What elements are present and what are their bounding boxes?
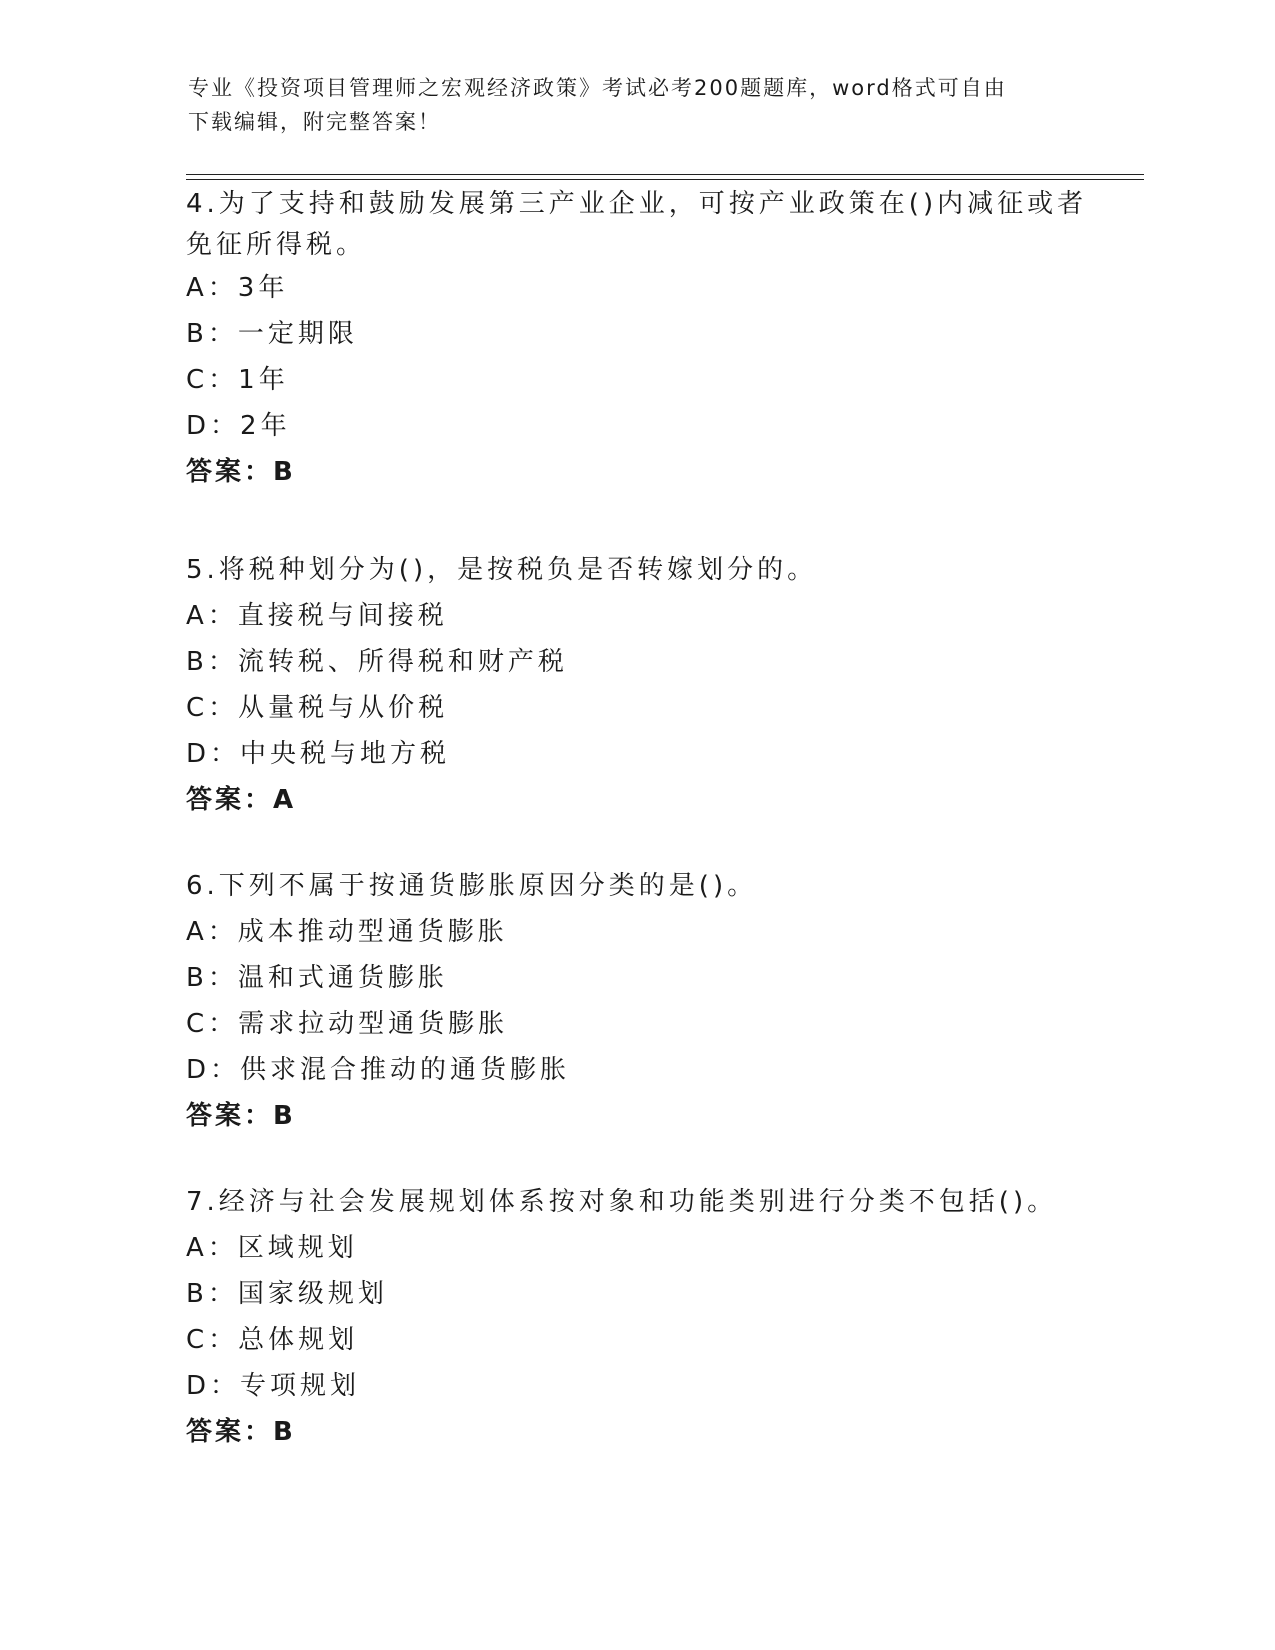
option-a: A：3年 <box>186 273 289 303</box>
header-divider-bottom <box>186 179 1144 180</box>
header-title-line-1: 专业《投资项目管理师之宏观经济政策》考试必考200题题库，word格式可自由 <box>188 76 1007 100</box>
option-c: C：从量税与从价税 <box>186 693 449 723</box>
question-stem-line: 5.将税种划分为()，是按税负是否转嫁划分的。 <box>186 555 818 585</box>
answer-label: 答案：A <box>186 785 297 815</box>
option-c: C：总体规划 <box>186 1325 359 1355</box>
header-title-line-2: 下载编辑，附完整答案！ <box>188 110 441 134</box>
question-stem-line: 6.下列不属于按通货膨胀原因分类的是()。 <box>186 871 758 901</box>
option-d: D：中央税与地方税 <box>186 739 451 769</box>
question-6 <box>186 864 757 1140</box>
option-c: C：1年 <box>186 365 289 395</box>
option-b: B：国家级规划 <box>186 1279 388 1309</box>
option-a: A：成本推动型通货膨胀 <box>186 917 508 947</box>
question-7 <box>186 1180 1057 1456</box>
option-a: A：直接税与间接税 <box>186 601 448 631</box>
question-stem-line: 7.经济与社会发展规划体系按对象和功能类别进行分类不包括()。 <box>186 1187 1058 1217</box>
option-d: D：专项规划 <box>186 1371 361 1401</box>
header-divider-top <box>186 174 1144 175</box>
question-4 <box>186 184 1087 496</box>
question-5 <box>186 548 817 824</box>
option-b: B：流转税、所得税和财产税 <box>186 647 568 677</box>
answer-label: 答案：B <box>186 457 296 487</box>
option-d: D：2年 <box>186 411 291 441</box>
question-stem-line: 免征所得税。 <box>186 230 367 260</box>
option-c: C：需求拉动型通货膨胀 <box>186 1009 509 1039</box>
answer-label: 答案：B <box>186 1101 296 1131</box>
option-b: B：一定期限 <box>186 319 358 349</box>
option-d: D：供求混合推动的通货膨胀 <box>186 1055 571 1085</box>
question-stem-line: 4.为了支持和鼓励发展第三产业企业，可按产业政策在()内减征或者 <box>186 189 1088 219</box>
option-b: B：温和式通货膨胀 <box>186 963 448 993</box>
option-a: A：区域规划 <box>186 1233 358 1263</box>
answer-label: 答案：B <box>186 1417 296 1447</box>
